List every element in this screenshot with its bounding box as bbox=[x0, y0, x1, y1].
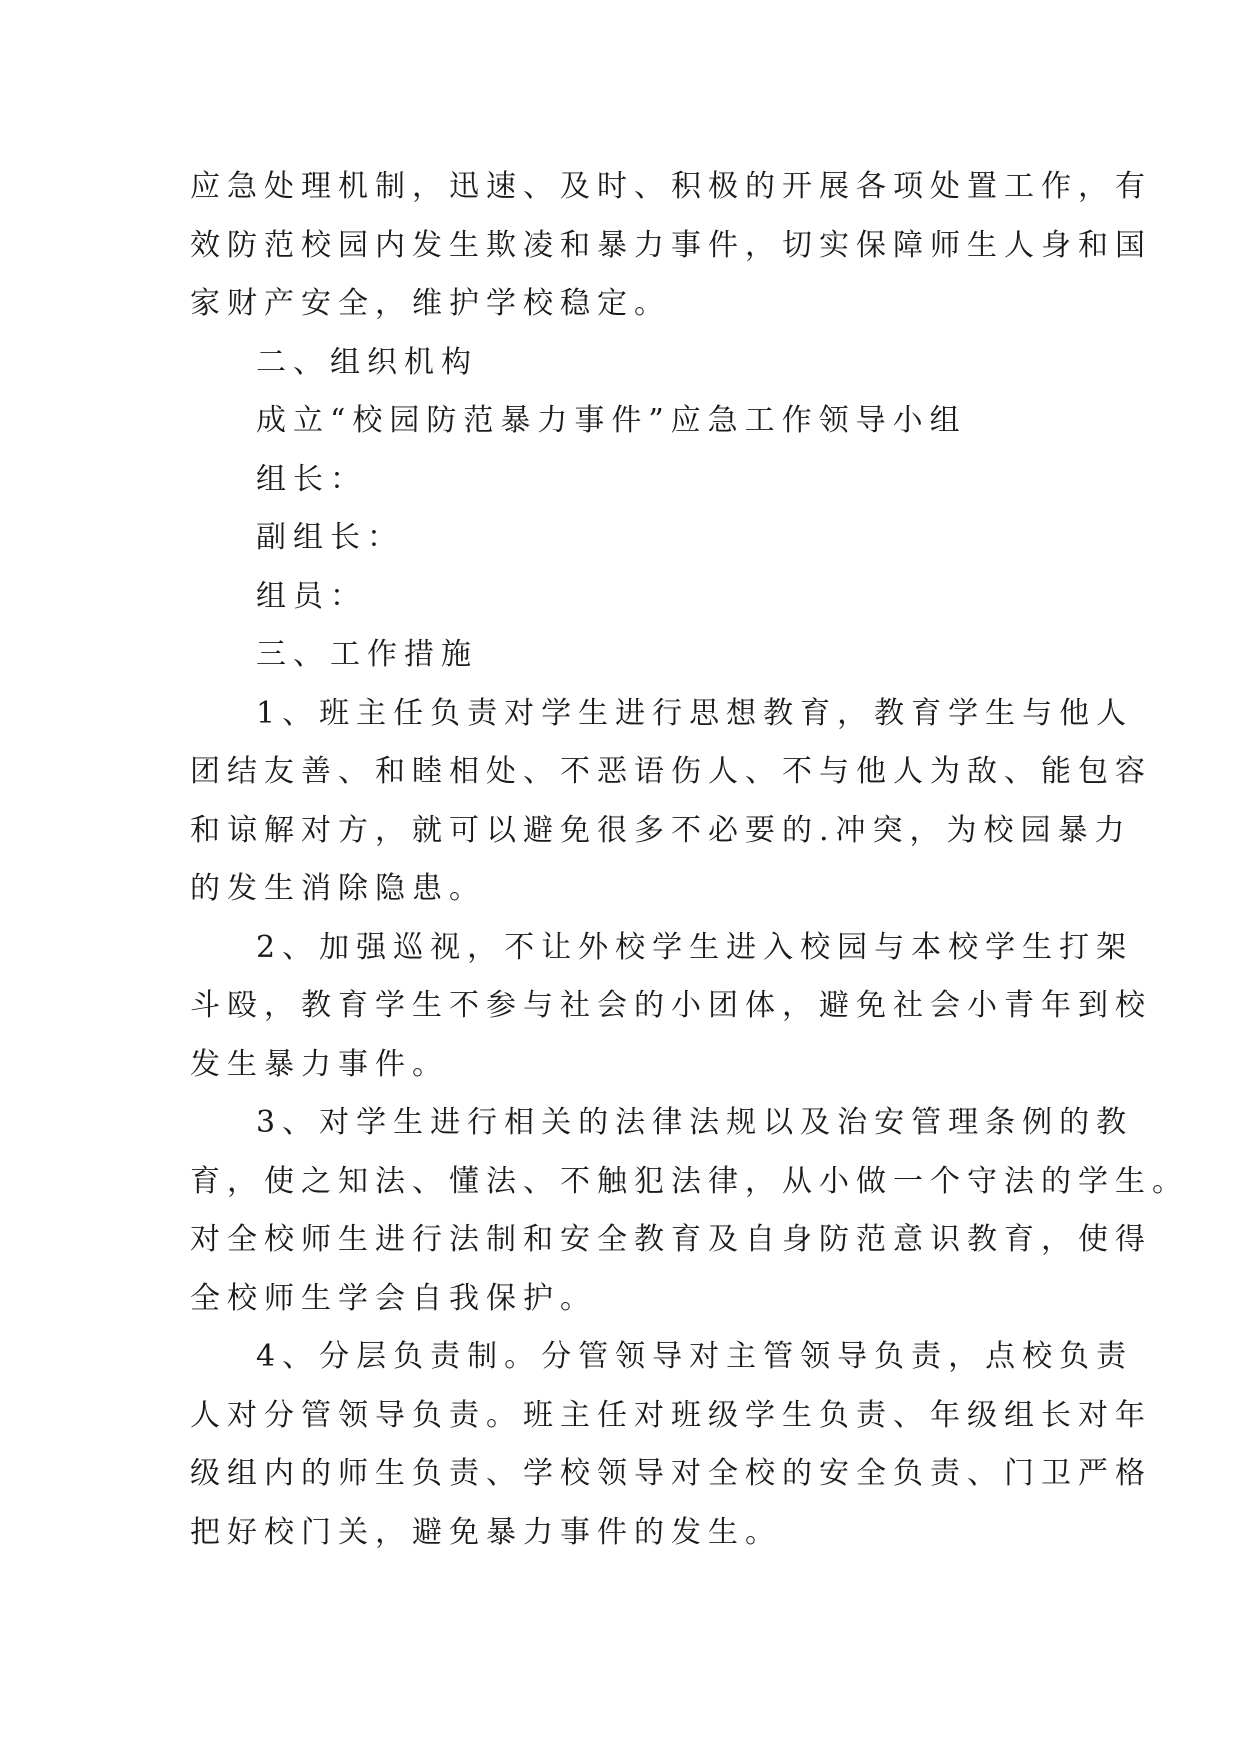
text-line: 4、分层负责制。分管领导对主管领导负责，点校负责 bbox=[256, 1339, 1134, 1374]
text-line: 级组内的师生负责、学校领导对全校的安全负责、门卫严格 bbox=[190, 1456, 1152, 1491]
text-line: 副组长： bbox=[256, 520, 404, 555]
text-line: 应急处理机制，迅速、及时、积极的开展各项处置工作，有 bbox=[190, 169, 1152, 204]
paragraph bbox=[190, 334, 1056, 393]
text-line: 把好校门关，避免暴力事件的发生。 bbox=[190, 1514, 782, 1550]
paragraph bbox=[190, 451, 1056, 510]
paragraph bbox=[190, 158, 1152, 334]
text-line: 效防范校园内发生欺凌和暴力事件，切实保障师生人身和国 bbox=[190, 227, 1152, 263]
paragraph bbox=[190, 392, 1056, 451]
text-line: 组员： bbox=[256, 578, 367, 614]
text-line: 发生暴力事件。 bbox=[190, 1046, 449, 1082]
text-line: 人对分管领导负责。班主任对班级学生负责、年级组长对年 bbox=[190, 1397, 1152, 1433]
paragraph bbox=[190, 509, 1056, 568]
text-line: 2、加强巡视，不让外校学生进入校园与本校学生打架 bbox=[256, 929, 1134, 965]
text-line: 组长： bbox=[256, 461, 367, 497]
text-line: 的发生消除隐患。 bbox=[190, 871, 486, 906]
text-line: 3、对学生进行相关的法律法规以及治安管理条例的教 bbox=[256, 1105, 1134, 1140]
paragraph bbox=[190, 568, 1056, 627]
text-line: 家财产安全，维护学校稳定。 bbox=[190, 286, 671, 321]
paragraph bbox=[190, 1094, 1189, 1328]
text-line: 三、工作措施 bbox=[256, 637, 478, 672]
text-line: 全校师生学会自我保护。 bbox=[190, 1280, 597, 1316]
paragraph bbox=[190, 1328, 1152, 1562]
document-body bbox=[190, 158, 1189, 1562]
paragraph bbox=[190, 685, 1152, 919]
text-line: 对全校师生进行法制和安全教育及自身防范意识教育，使得 bbox=[190, 1222, 1152, 1257]
text-line: 成立“校园防范暴力事件”应急工作领导小组 bbox=[256, 403, 967, 438]
text-line: 二、组织机构 bbox=[256, 344, 478, 380]
text-line: 团结友善、和睦相处、不恶语伤人、不与他人为敌、能包容 bbox=[190, 754, 1152, 789]
text-line: 和谅解对方，就可以避免很多不必要的.冲突，为校园暴力 bbox=[190, 812, 1132, 848]
paragraph bbox=[190, 919, 1152, 1095]
paragraph bbox=[190, 626, 1056, 685]
text-line: 1、班主任负责对学生进行思想教育，教育学生与他人 bbox=[256, 695, 1134, 731]
text-line: 育，使之知法、懂法、不触犯法律，从小做一个守法的学生。 bbox=[190, 1163, 1189, 1199]
text-line: 斗殴，教育学生不参与社会的小团体，避免社会小青年到校 bbox=[190, 988, 1152, 1023]
